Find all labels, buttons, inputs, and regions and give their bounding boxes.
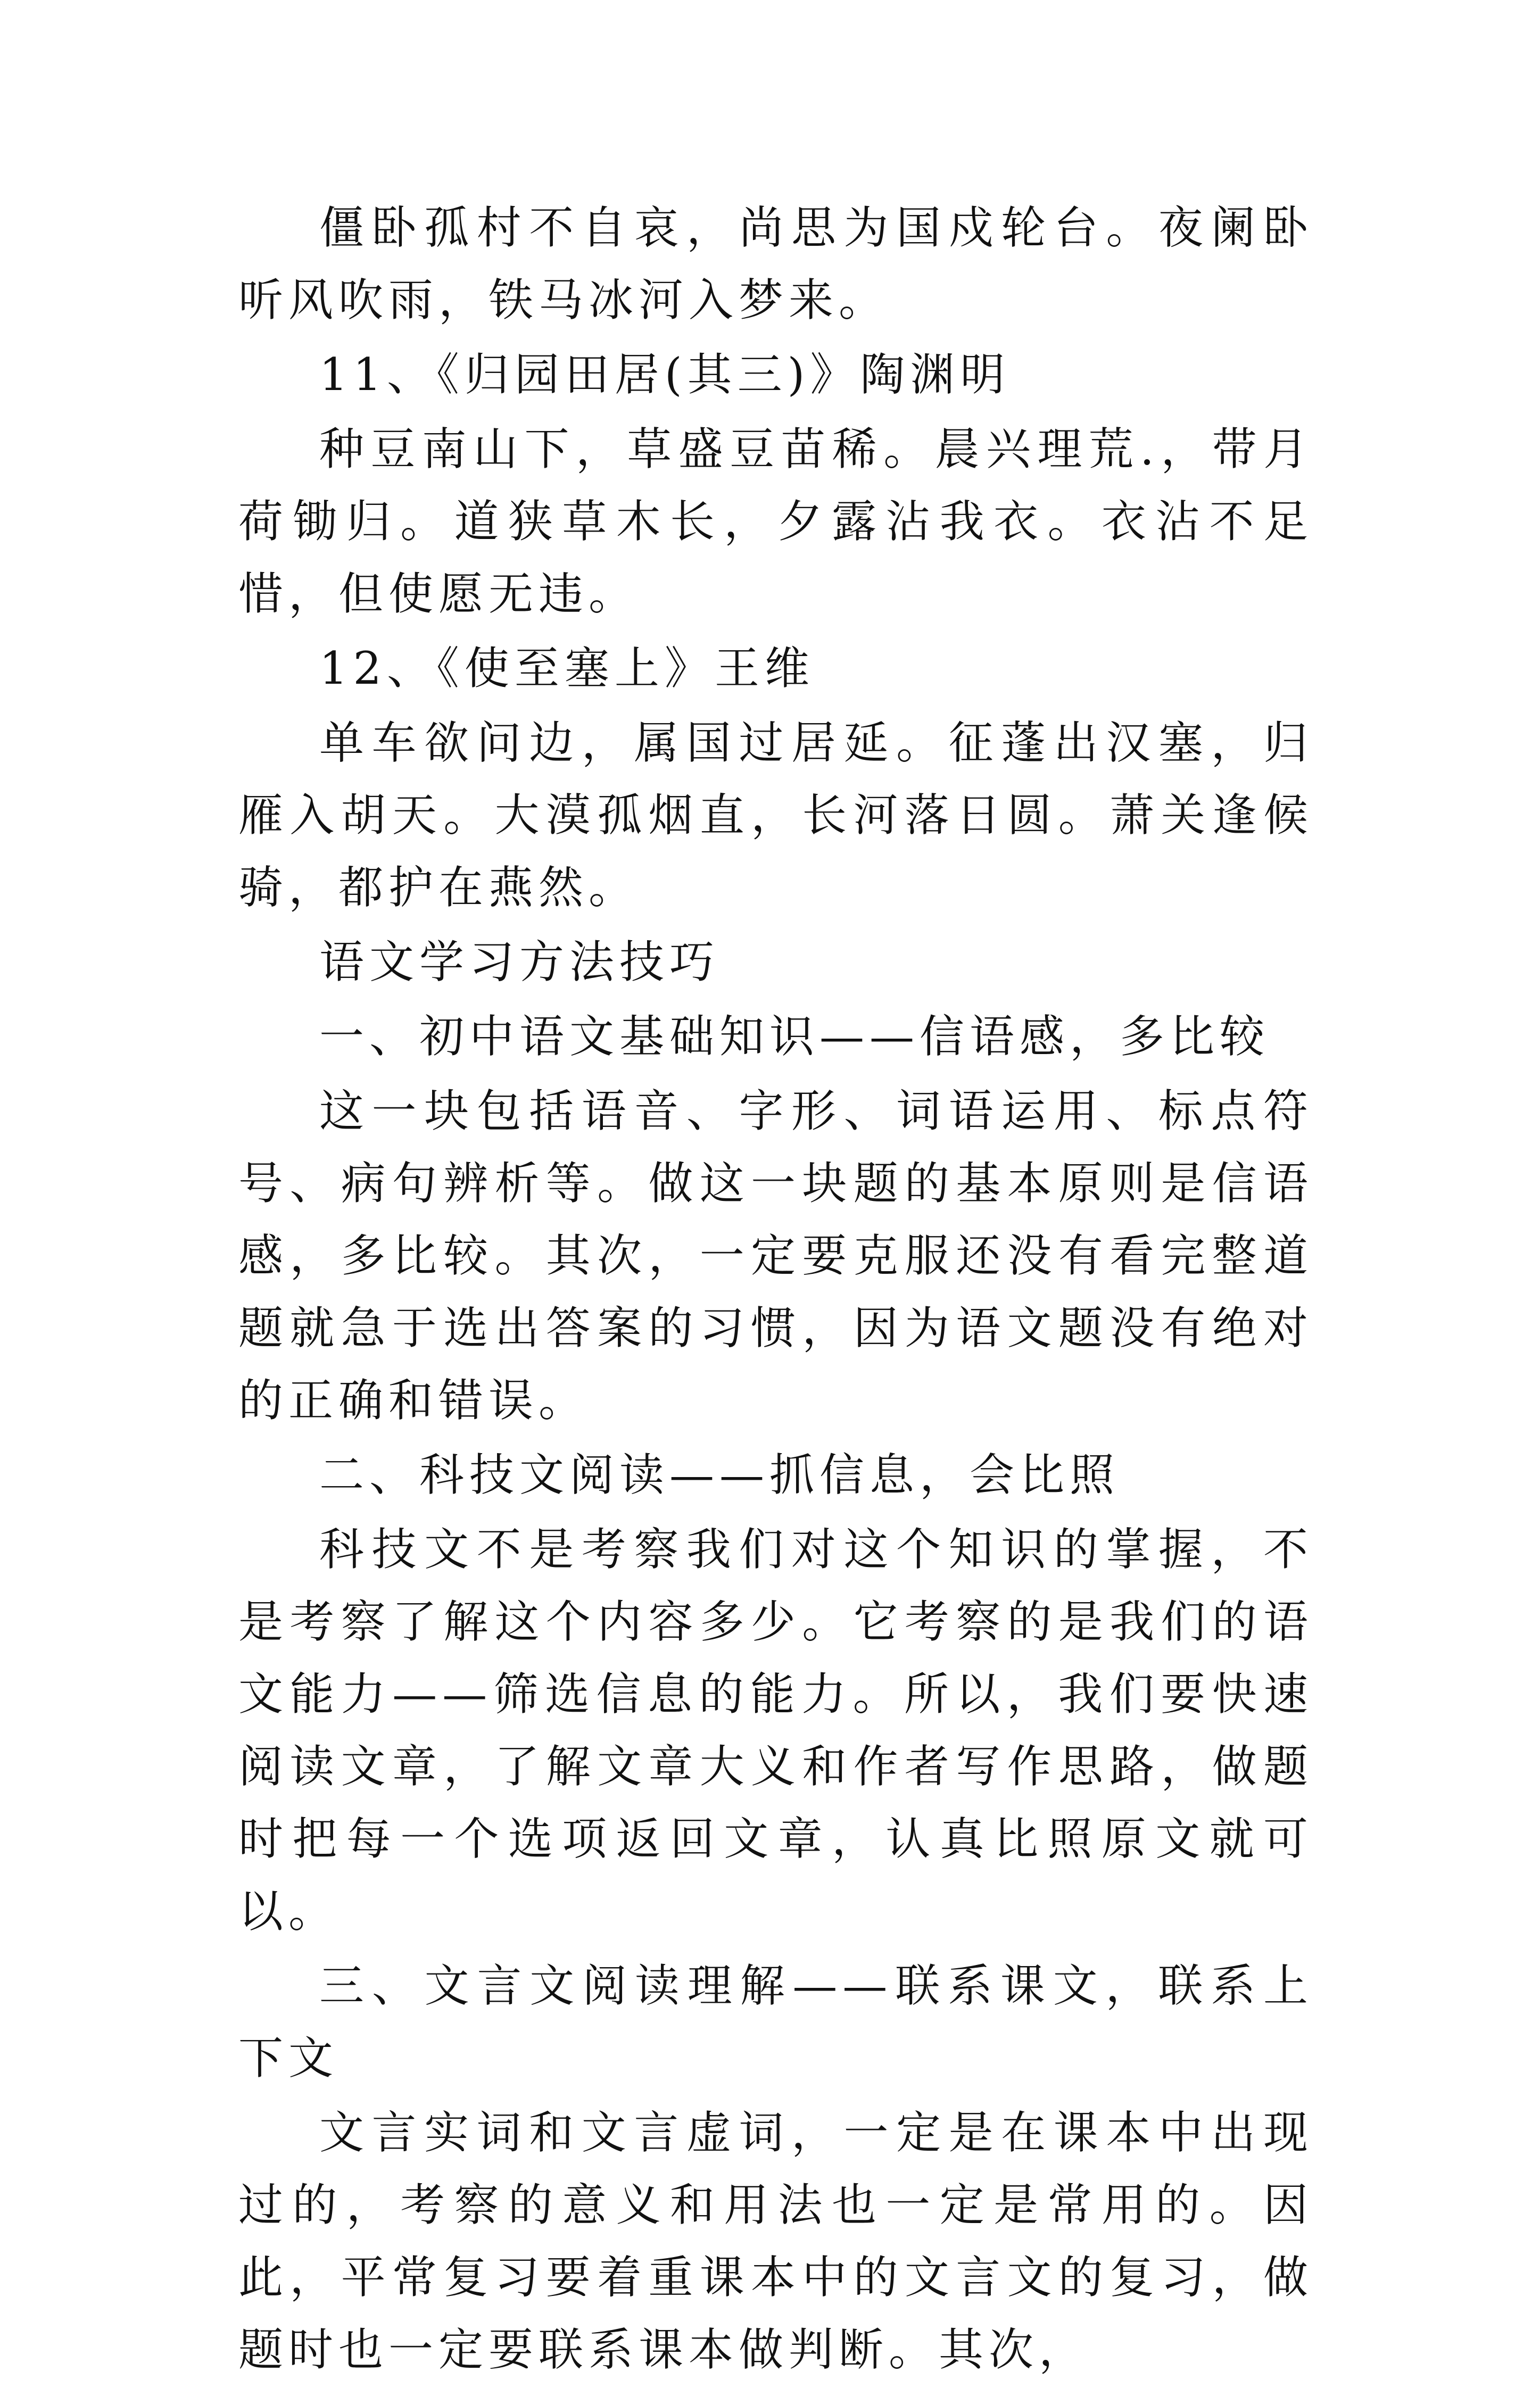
body-paragraph-3: 文言实词和文言虚词，一定是在课本中出现过的，考察的意义和用法也一定是常用的。因此，平常复习要着重课本中的文言文的复习，做题时也一定要联系课本做判断。其次， bbox=[238, 2107, 1313, 2376]
poem-text-12: 单车欲问边，属国过居延。征蓬出汉塞，归雁入胡天。大漠孤烟直，长河落日圆。萧关逢候骑，都护在燕然。 bbox=[238, 717, 1313, 914]
body-paragraph-1: 这一块包括语音、字形、词语运用、标点符号、病句辨析等。做这一块题的基本原则是信语感，多比较。其次，一定要克服还没有看完整道题就急于选出答案的习惯，因为语文题没有绝对的正确和错误。 bbox=[238, 1085, 1313, 1427]
poem-title-12: 12、《使至塞上》王维 bbox=[319, 642, 815, 694]
document-body bbox=[238, 192, 1313, 2388]
subheading-1: 一、初中语文基础知识——信语感，多比较 bbox=[319, 1010, 1270, 1063]
subheading-2: 二、科技文阅读——抓信息，会比照 bbox=[319, 1449, 1120, 1501]
poem-continuation: 僵卧孤村不自哀，尚思为国戍轮台。夜阑卧听风吹雨，铁马冰河入梦来。 bbox=[238, 202, 1313, 326]
section-heading: 语文学习方法技巧 bbox=[319, 936, 720, 988]
body-paragraph-2: 科技文不是考察我们对这个知识的掌握，不是考察了解这个内容多少。它考察的是我们的语文能力——筛选信息的能力。所以，我们要快速阅读文章，了解文章大义和作者写作思路，做题时把每一个选项返回文章，认真比照原文就可以。 bbox=[238, 1523, 1313, 1937]
subheading-3: 三、文言文阅读理解——联系课文，联系上下文 bbox=[238, 1960, 1313, 2084]
poem-title-11: 11、《归园田居(其三)》陶渊明 bbox=[319, 349, 1011, 401]
poem-text-11: 种豆南山下，草盛豆苗稀。晨兴理荒.，带月荷锄归。道狭草木长，夕露沾我衣。衣沾不足惜，但使愿无违。 bbox=[238, 423, 1313, 620]
